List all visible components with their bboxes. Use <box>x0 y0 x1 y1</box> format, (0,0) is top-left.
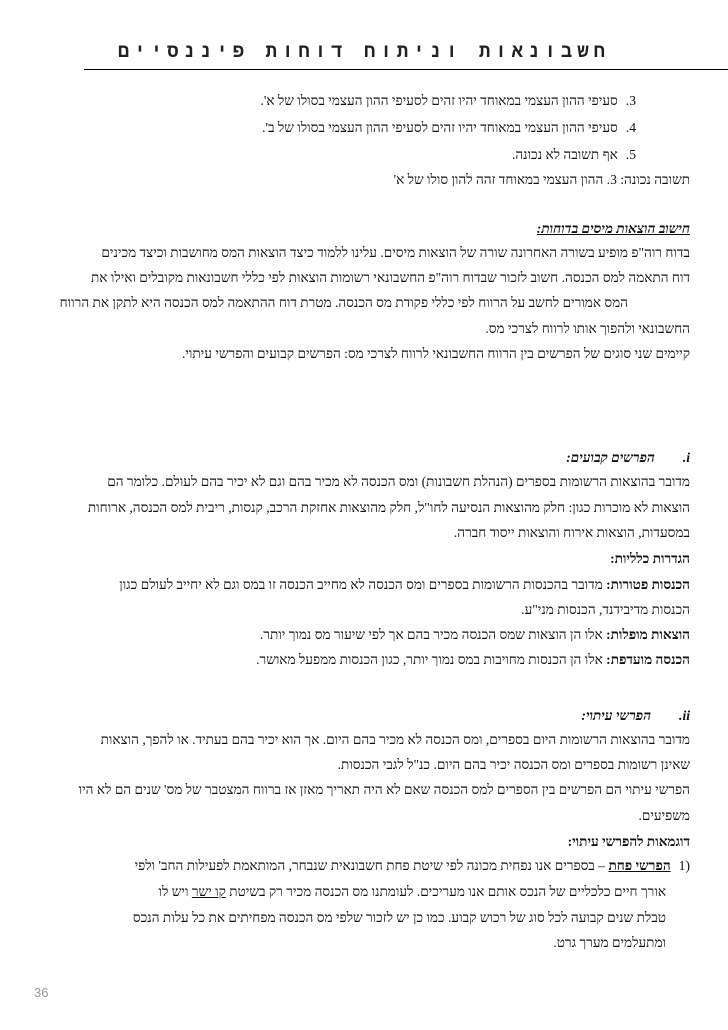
paragraph-line: המס אמורים לחשב על הרווח לפי כללי פקודת מס הכנסה. מטרת דוח ההתאמה למס הכנסה היא לתקן את הרווח <box>59 295 628 310</box>
paragraph-line: מדובר בהוצאות הרשומות בספרים (הנהלת חשבונות) ומס הכנסה לא מכיר בהם וגם לא יכיר בהם לעולם. כלומר הם <box>107 474 690 489</box>
example-line <box>159 882 666 902</box>
section-title-tax-expenses: חישוב הוצאות מיסים בדוחות: <box>536 221 690 236</box>
subsection-title-text: הפרשים קבועים: <box>566 450 655 465</box>
option-text: אף תשובה לא נכונה. <box>511 147 618 162</box>
page-number: 36 <box>34 985 49 1000</box>
paragraph-line: שאינן רשומות בספרים ומס הכנסה יכיר בהם היום. כנ"ל לגבי הכנסות. <box>337 757 690 772</box>
definition-preferred-income <box>256 650 690 670</box>
subsection-title-text: הפרשי עיתוי: <box>581 708 652 723</box>
example-text: ויש לו <box>158 884 192 899</box>
example-text: אורך חיים כלכליים של הנכס אותם אנו מעריכים. לעומתנו מס הכנסה מכיר רק בשיטת <box>225 884 666 899</box>
example-number: (1 <box>678 858 690 873</box>
definitions-title: הגדרות כלליות: <box>610 551 690 566</box>
option-number: 4. <box>625 120 636 135</box>
definition-exempt-income <box>119 575 690 595</box>
subsection-marker: ii. <box>679 708 690 723</box>
example-depreciation <box>135 856 690 876</box>
option-4 <box>262 118 636 138</box>
correct-answer: תשובה נכונה: 3. ההון העצמי במאוחד זהה להון סולו של א' <box>393 172 690 187</box>
paragraph-line: הוצאות לא מוכרות כגון: חלק מהוצאות הנסיעה לחו"ל, חלק מהוצאות אחזקת הרכב, קנסות, ריבית למס הכנסה, ארוחות <box>87 500 690 515</box>
definition-continuation: הכנסות מדיבידנד, הכנסות מני"ע. <box>521 602 690 617</box>
paragraph-line: הפרשי עיתוי הם הפרשים בין הספרים למס הכנסה שאם לא היה תאריך מאזן אז ברווח המצטבר של מס' שנים הם לא היו <box>78 782 690 797</box>
option-5 <box>512 145 636 165</box>
example-term: הפרשי פחת <box>608 858 671 873</box>
page-header-title: חשבונאות וניתוח דוחות פיננסיים <box>117 40 611 62</box>
example-line: טבלת שנים קבועה לכל סוג של רכוש קבוע. כמו כן יש לזכור שלפי מס הכנסה מפחיתים את כל עלות הנכס <box>132 910 666 925</box>
option-3 <box>261 91 636 111</box>
option-text: סעיפי ההון העצמי במאוחד יהיו זהים לסעיפי ההון העצמי בסולו של א'. <box>260 93 618 108</box>
definition-text: אלו הן הוצאות שמס הכנסה מכיר בהם אך לפי שיעור מס נמוך יותר. <box>259 627 607 642</box>
paragraph-line: החשבונאי ולהפוך אותו לרווח לצרכי מס. <box>485 321 690 336</box>
examples-title: דוגמאות להפרשי עיתוי: <box>567 834 690 849</box>
definition-term: הכנסות פטורות: <box>606 577 690 592</box>
definition-text: מדובר בהכנסות הרשומות בספרים ומס הכנסה לא מחייב הכנסה זו במס וגם לא יחייב לעולם כגון <box>119 577 607 592</box>
definition-text: אלו הן הכנסות מחויבות במס נמוך יותר, כגון הכנסות ממפעל מאושר. <box>256 652 607 667</box>
subsection-title-permanent <box>566 448 690 468</box>
example-line: ומתעלמים מערך גרט. <box>553 935 666 950</box>
header-divider <box>84 69 728 70</box>
paragraph-line: משפיעים. <box>638 808 690 823</box>
paragraph-line: מדובר בהוצאות הרשומות היום בספרים, ומס הכנסה לא מכיר בהם היום. אך הוא יכיר בהם בעתיד. או להפך, הוצאות <box>100 732 690 747</box>
option-number: 5. <box>625 147 636 162</box>
option-text: סעיפי ההון העצמי במאוחד יהיו זהים לסעיפי ההון העצמי בסולו של ב'. <box>262 120 618 135</box>
option-number: 3. <box>625 93 636 108</box>
definition-term: הוצאות מופלות: <box>606 627 690 642</box>
subsection-marker: i. <box>682 450 690 465</box>
paragraph-line: במסעדות, הוצאות אירוח והוצאות ייסוד חברה. <box>453 525 690 540</box>
definition-disallowed-expenses <box>260 625 690 645</box>
paragraph-line: דוח התאמה למס הכנסה. חשוב לזכור שבדוח רוה"פ החשבונאי רשומות הוצאות לפי כללי חשבונאות מקובלים ואילו את <box>91 270 690 285</box>
straight-line-term: קו ישר <box>191 884 226 899</box>
paragraph-line: קיימים שני סוגים של הפרשים בין הרווח החשבונאי לרווח לצרכי מס: הפרשים קבועים והפרשי עיתוי. <box>181 346 690 361</box>
paragraph-line: בדוח רוה"פ מופיע בשורה האחרונה שורה של הוצאות מיסים. עלינו ללמוד כיצד הוצאות המס מחושבות וכיצד מכינים <box>101 245 690 260</box>
subsection-title-timing <box>581 706 690 726</box>
example-text: – בספרים אנו נפחית מכונה לפי שיטת פחת חשבונאית שנבחר, המותאמת לפעילות החב' ולפי <box>134 858 609 873</box>
definition-term: הכנסה מועדפת: <box>606 652 690 667</box>
